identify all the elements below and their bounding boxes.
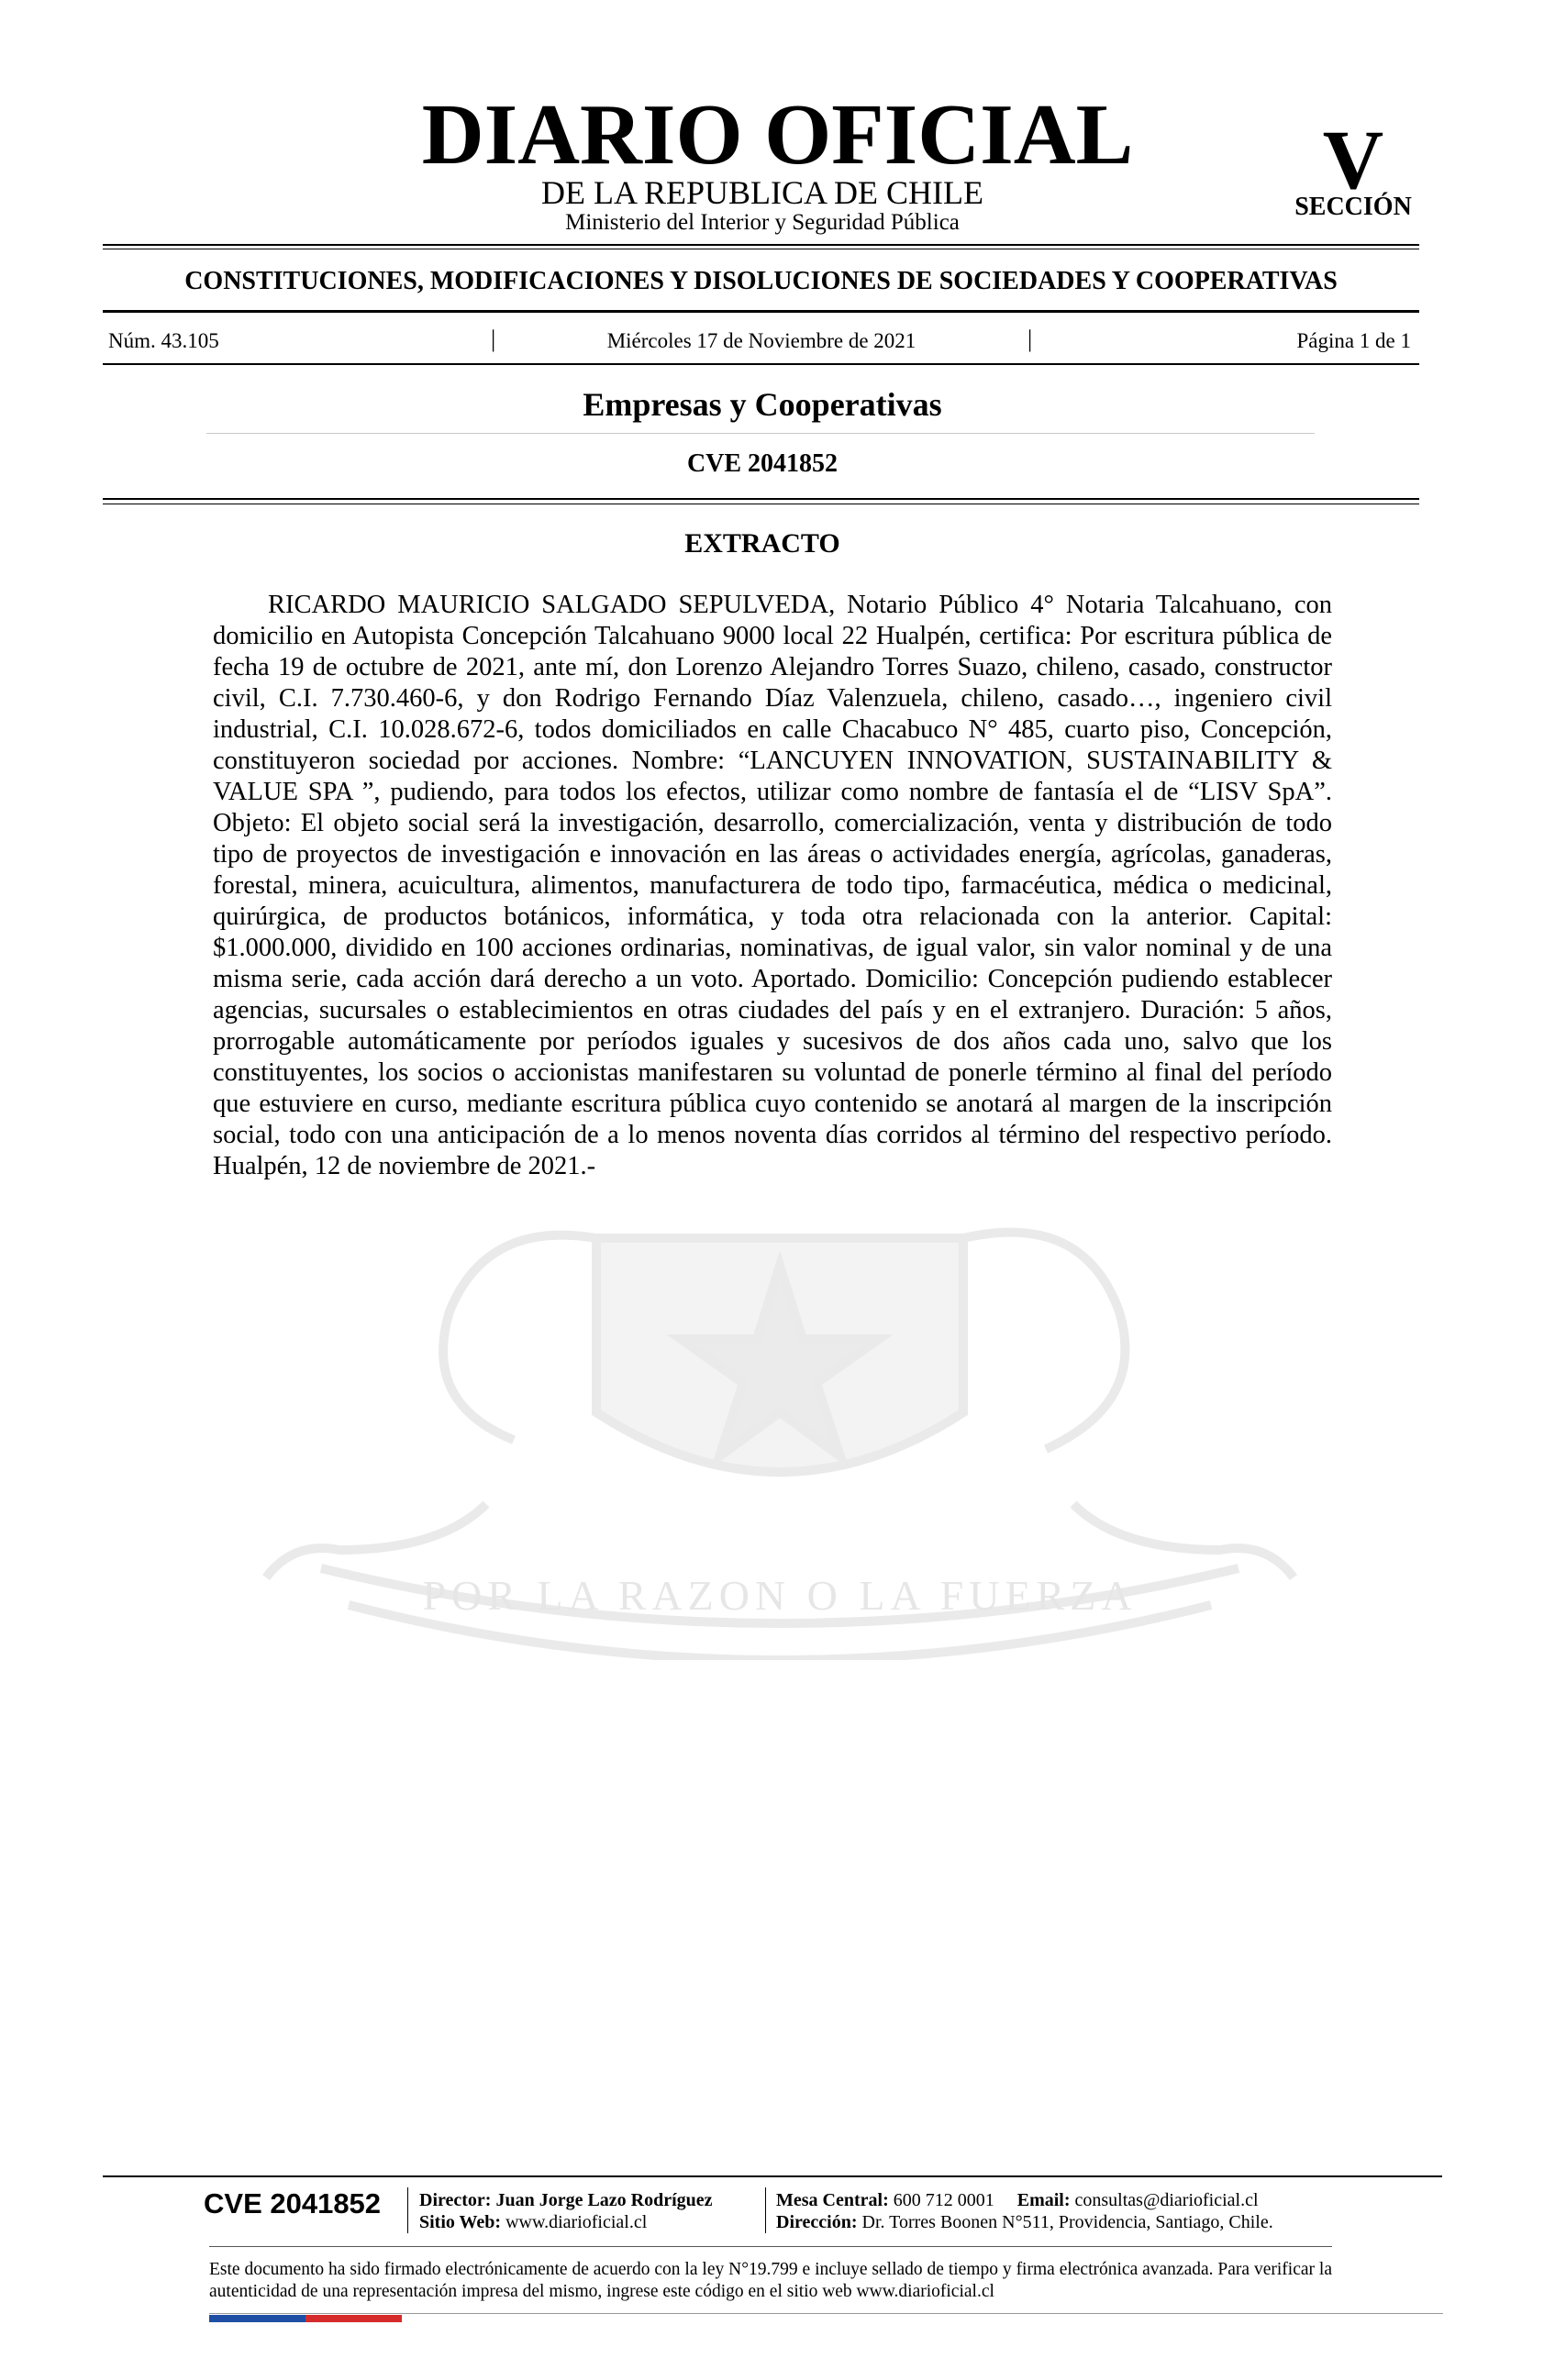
footer-signature-note: Este documento ha sido firmado electrónicamente de acuerdo con la ley N°19.799 e incluye sellado de tiempo y firma electrónica avanzada. Para verificar la autenticidad de una representación impresa del mismo, ingrese este código en el sitio web www.diarioficial.cl [209, 2260, 1332, 2301]
masthead-divider [103, 244, 1419, 246]
footer-website [419, 2211, 647, 2233]
footer-cve: CVE 2041852 [204, 2187, 382, 2219]
page-indicator: Página 1 de 1 [1296, 329, 1411, 352]
footer-director [419, 2189, 713, 2211]
masthead-subtitle: DE LA REPUBLICA DE CHILE [541, 174, 983, 211]
meta-divider [103, 363, 1419, 365]
email-link[interactable]: consultas@diarioficial.cl [1074, 2190, 1259, 2210]
coat-of-arms-watermark [211, 1201, 1349, 1660]
masthead-title: DIARIO OFICIAL [421, 87, 1134, 183]
site-label: Sitio Web: [419, 2212, 502, 2232]
footer-address [776, 2211, 1273, 2233]
flag-stripe-red [305, 2315, 402, 2322]
section-word: SECCIÓN [1294, 193, 1412, 221]
site-link[interactable]: www.diarioficial.cl [505, 2212, 648, 2232]
mesa-value: 600 712 0001 [893, 2190, 994, 2210]
category-divider [103, 310, 1419, 313]
director-value: Juan Jorge Lazo Rodríguez [495, 2190, 713, 2210]
cve-heading: CVE 2041852 [686, 449, 839, 478]
extract-heading: EXTRACTO [684, 528, 840, 559]
footer-top-divider [103, 2175, 1442, 2177]
extract-body: RICARDO MAURICIO SALGADO SEPULVEDA, Notario Público 4° Notaria Talcahuano, con domicilio en Autopista Concepción Talcahuano 9000 local 22 Hualpén, certifica: Por escritura pública de fecha 19 de octubre de 2021, ante mí, don Lorenzo Alejandro Torres Suazo, chileno, casado, constructor civil, C.I. 7.730.460-6, y don Rodrigo Fernando Díaz Valenzuela, chileno, casado…, ingeniero civil industrial, C.I. 10.028.672-6, todos domiciliados en calle Chacabuco N° 485, cuarto piso, Concepción, constituyeron sociedad por acciones. Nombre: “LANCUYEN INNOVATION, SUSTAINABILITY & VALUE SPA ”, pudiendo, para todos los efectos, utilizar como nombre de fantasía el de “LISV SpA”. Objeto: El objeto social será la investigación, desarrollo, comercialización, venta y distribución de todo tipo de proyectos de investigación e innovación en las áreas o actividades energía, agrícolas, ganaderas, forestal, minera, acuicultura, alimentos, manufacturera de todo tipo, farmacéutica, médica o medicinal, quirúrgica, de productos botánicos, informática, y toda otra relacionada con la anterior. Capital: $1.000.000, dividido en 100 acciones ordinarias, nominativas, de igual valor, sin valor nominal y de una misma serie, cada acción dará derecho a un voto. Aportado. Domicilio: Concepción pudiendo establecer agencias, sucursales o establecimientos en otras ciudades del país y en el extranjero. Duración: 5 años, prorrogable automáticamente por períodos iguales y sucesivos de dos años cada uno, salvo que los constituyentes, los socios o accionistas manifestaren su voluntad de ponerle término al final del período que estuviere en curso, mediante escritura pública cuyo contenido se anotará al margen de la inscripción social, todo con una anticipación de a lo menos noventa días corridos al término del respectivo período. Hualpén, 12 de noviembre de 2021.- [213, 591, 1332, 1180]
issue-date: Miércoles 17 de Noviembre de 2021 [606, 329, 916, 352]
footer-separator [407, 2187, 408, 2233]
footer-mid-divider [209, 2246, 1332, 2247]
section-heading-underline [206, 433, 1315, 434]
meta-separator: | [491, 326, 496, 352]
meta-separator: | [1027, 326, 1033, 352]
footer-contact [776, 2189, 1259, 2211]
footer-bottom-divider [209, 2313, 1443, 2314]
watermark-motto: POR LA RAZON O LA FUERZA [422, 1572, 1138, 1619]
footer-separator [765, 2187, 766, 2233]
masthead-ministry: Ministerio del Interior y Seguridad Pública [565, 210, 960, 235]
section-letter: V [1322, 113, 1384, 206]
mesa-label: Mesa Central: [776, 2190, 889, 2210]
section-heading: Empresas y Cooperativas [583, 386, 942, 423]
address-value: Dr. Torres Boonen N°511, Providencia, Santiago, Chile. [861, 2212, 1273, 2232]
issue-number: Núm. 43.105 [108, 329, 219, 352]
address-label: Dirección: [776, 2212, 858, 2232]
header-bottom-divider [103, 498, 1419, 500]
flag-stripe-blue [209, 2315, 305, 2322]
email-label: Email: [1016, 2190, 1071, 2210]
category-title: CONSTITUCIONES, MODIFICACIONES Y DISOLUCIONES DE SOCIEDADES Y COOPERATIVAS [184, 267, 1338, 295]
director-label: Director: [419, 2190, 492, 2210]
